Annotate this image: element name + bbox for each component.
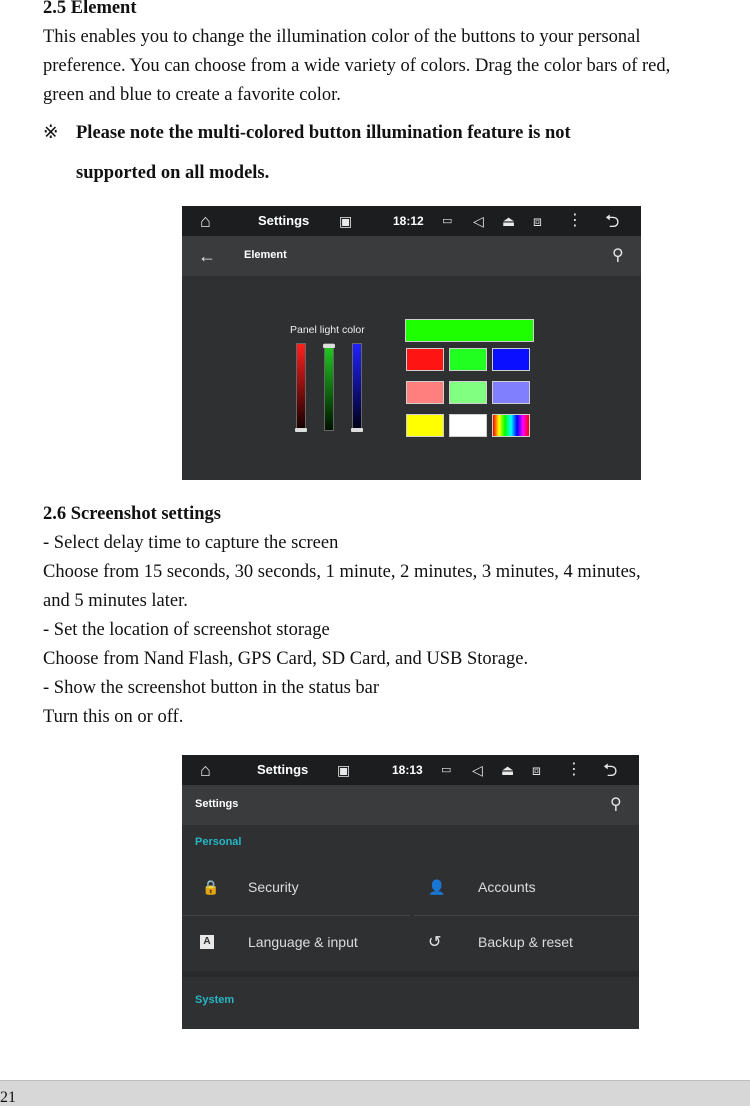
color-swatch-white[interactable] [449, 414, 487, 437]
setting-item-backup-reset[interactable] [414, 917, 639, 973]
settings-screenshot [182, 755, 639, 1029]
image-icon: ▣ [339, 213, 353, 229]
color-swatch-rainbow[interactable] [492, 414, 530, 437]
panel-label: Panel light color [290, 324, 365, 336]
toolbar [182, 236, 641, 276]
paragraph-line: Turn this on or off. [43, 707, 184, 727]
screen-icon: ⧈ [532, 762, 541, 778]
person-icon: 👤 [428, 879, 446, 895]
status-bar [182, 755, 639, 785]
paragraph-line: Choose from Nand Flash, GPS Card, SD Card, and USB Storage. [43, 649, 529, 669]
paragraph-line: - Show the screenshot button in the status bar [43, 678, 380, 698]
volume-icon: ◁ [472, 762, 483, 778]
search-icon[interactable]: ⚲ [610, 796, 622, 813]
setting-label: Backup & reset [478, 934, 573, 950]
back-arrow-icon[interactable]: ← [198, 246, 216, 266]
setting-item-security[interactable] [182, 859, 410, 916]
section-heading: 2.6 Screenshot settings [43, 504, 221, 524]
menu-dots-icon[interactable]: ⋮ [567, 212, 583, 229]
element-screenshot [182, 206, 641, 480]
back-icon[interactable]: ⮌ [605, 211, 620, 231]
note-symbol: ※ [43, 123, 59, 143]
status-time: 18:13 [392, 763, 423, 777]
paragraph-line: This enables you to change the illumination color of the buttons to your personal [43, 27, 641, 47]
status-time: 18:12 [393, 214, 424, 228]
setting-item-accounts[interactable] [414, 859, 639, 916]
restore-icon: ↺ [428, 934, 442, 951]
back-icon[interactable]: ⮌ [603, 760, 618, 780]
home-icon: ⌂ [200, 211, 211, 231]
paragraph-line: - Select delay time to capture the screen [43, 533, 339, 553]
volume-icon: ◁ [473, 213, 484, 229]
page-number: 21 [0, 1089, 16, 1106]
toolbar-title: Settings [195, 798, 239, 810]
color-swatch-green[interactable] [449, 348, 487, 371]
setting-item-language-input[interactable] [182, 917, 410, 973]
keyboard-icon: A [200, 935, 214, 949]
paragraph-line: - Set the location of screenshot storage [43, 620, 330, 640]
color-swatch-light-green[interactable] [449, 381, 487, 404]
paragraph-line: Choose from 15 seconds, 30 seconds, 1 minute, 2 minutes, 3 minutes, 4 minutes, [43, 562, 641, 582]
page-footer [0, 1080, 750, 1106]
color-swatch-light-red[interactable] [406, 381, 444, 404]
red-slider-knob[interactable] [295, 428, 307, 432]
setting-label: Accounts [478, 879, 536, 895]
toolbar [182, 785, 639, 825]
selected-color-preview [405, 319, 534, 342]
menu-dots-icon[interactable]: ⋮ [566, 761, 582, 778]
paragraph-line: green and blue to create a favorite color. [43, 85, 341, 105]
section-divider [182, 971, 639, 977]
search-icon[interactable]: ⚲ [612, 247, 624, 264]
eject-icon: ⏏ [501, 762, 515, 778]
eject-icon: ⏏ [502, 213, 516, 229]
lock-icon: 🔒 [202, 879, 220, 895]
status-title: Settings [258, 213, 310, 228]
green-slider[interactable] [324, 343, 334, 431]
green-slider-knob[interactable] [323, 344, 335, 348]
red-slider[interactable] [296, 343, 306, 431]
section-heading: 2.5 Element [43, 0, 137, 18]
color-swatch-light-blue[interactable] [492, 381, 530, 404]
screen-icon: ⧈ [533, 213, 542, 229]
note-text: supported on all models. [76, 163, 270, 183]
setting-label: Language & input [248, 934, 358, 950]
color-swatch-red[interactable] [406, 348, 444, 371]
color-swatch-blue[interactable] [492, 348, 530, 371]
status-title: Settings [257, 762, 309, 777]
home-icon: ⌂ [200, 760, 211, 780]
paragraph-line: and 5 minutes later. [43, 591, 188, 611]
toolbar-title: Element [244, 249, 287, 261]
setting-label: Security [248, 879, 299, 895]
camera-icon: ▭ [441, 764, 452, 776]
blue-slider-knob[interactable] [351, 428, 363, 432]
blue-slider[interactable] [352, 343, 362, 431]
camera-icon: ▭ [442, 215, 453, 227]
status-bar [182, 206, 641, 236]
image-icon: ▣ [337, 762, 351, 778]
section-personal: Personal [195, 836, 242, 848]
note-text: Please note the multi-colored button illumination feature is not [76, 123, 571, 143]
paragraph-line: preference. You can choose from a wide variety of colors. Drag the color bars of red, [43, 56, 671, 76]
color-swatch-yellow[interactable] [406, 414, 444, 437]
section-system: System [195, 994, 235, 1006]
